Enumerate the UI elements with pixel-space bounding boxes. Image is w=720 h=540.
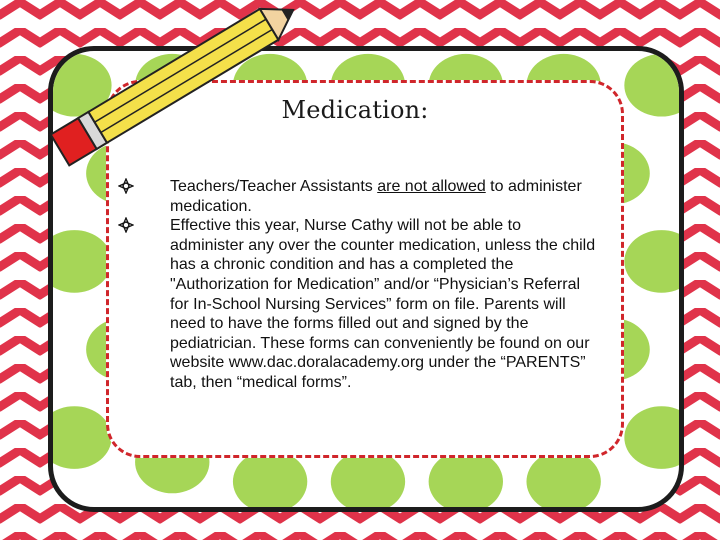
bullet-text-end: to administer medication. [170,178,582,215]
bullet-text: Effective this year, Nurse Cathy will not be able to administer any over the counter medication, unless the child has a chronic condition and has a completed the "Authorization for Medication” and/or “Physician’s Referral for In-School Nursing Services” form on file. Parents will need to have the forms filled out and signed by the pediatrician. These forms can conveniently be found on our website www.dac.doralacademy.org under the “PARENTS” tab, then “medical forms”. [170,217,596,391]
diamond-bullet-icon [118,178,134,194]
bullet-list [118,177,598,393]
bullet-text-underlined: are not allowed [377,178,486,195]
bullet-text-start: Teachers/Teacher Assistants [170,178,378,195]
list-item [118,177,598,216]
page-title: Medication: [281,96,429,124]
diamond-bullet-icon [118,217,134,233]
list-item [118,216,598,392]
